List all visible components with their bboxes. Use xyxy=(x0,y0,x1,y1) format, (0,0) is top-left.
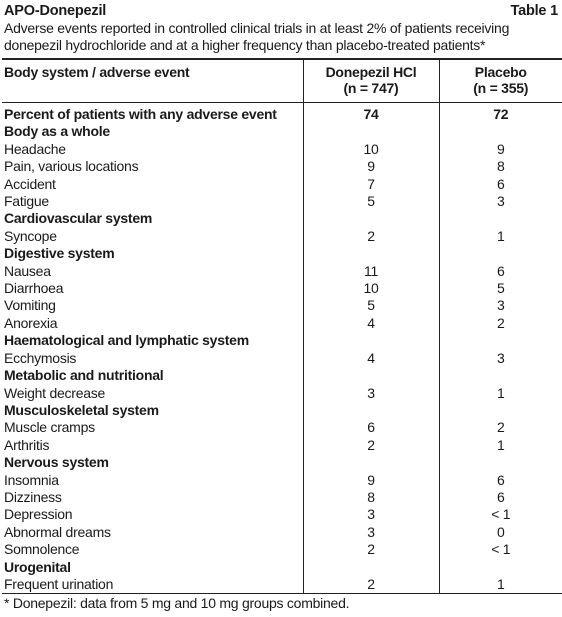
event-label: Insomnia xyxy=(4,471,59,488)
donepezil-value xyxy=(303,332,439,349)
column-header-body-system xyxy=(2,59,303,103)
donepezil-value: 9 xyxy=(303,158,439,175)
table-row xyxy=(2,158,562,175)
event-label: Anorexia xyxy=(4,314,58,331)
donepezil-value xyxy=(303,454,439,471)
event-label: Ecchymosis xyxy=(4,349,77,366)
table-row xyxy=(2,472,562,489)
table-row xyxy=(2,524,562,541)
donepezil-value: 5 xyxy=(303,297,439,314)
column-header-placebo-label: Placebo xyxy=(474,64,527,80)
donepezil-value: 4 xyxy=(303,350,439,367)
placebo-value xyxy=(439,210,562,227)
placebo-value: 3 xyxy=(439,350,562,367)
donepezil-value: 7 xyxy=(303,176,439,193)
placebo-value: 1 xyxy=(439,437,562,454)
column-header-donepezil-n: (n = 747) xyxy=(343,80,399,96)
placebo-value: 0 xyxy=(439,524,562,541)
table-row xyxy=(2,228,562,245)
donepezil-value: 2 xyxy=(303,437,439,454)
column-header-placebo xyxy=(439,59,562,103)
category-row xyxy=(2,402,562,419)
category-row xyxy=(2,367,562,384)
title-row xyxy=(4,3,558,21)
placebo-value: 72 xyxy=(439,103,562,124)
placebo-value xyxy=(439,332,562,349)
placebo-value: 3 xyxy=(439,193,562,210)
category-label: Nervous system xyxy=(4,454,109,471)
category-label: Musculoskeletal system xyxy=(4,401,159,418)
event-label: Vomiting xyxy=(4,297,56,314)
category-label: Metabolic and nutritional xyxy=(4,367,164,384)
event-label: Weight decrease xyxy=(4,384,106,401)
category-label: Urogenital xyxy=(4,558,71,575)
category-label: Body as a whole xyxy=(4,123,110,140)
column-header-donepezil-label: Donepezil HCl xyxy=(325,64,417,80)
placebo-value: 9 xyxy=(439,141,562,158)
table-row xyxy=(2,350,562,367)
table-row xyxy=(2,176,562,193)
placebo-value: 3 xyxy=(439,297,562,314)
event-label: Abnormal dreams xyxy=(4,523,111,540)
category-row xyxy=(2,210,562,227)
placebo-value: 6 xyxy=(439,263,562,280)
event-label: Nausea xyxy=(4,262,51,279)
placebo-value: < 1 xyxy=(439,541,562,558)
event-label: Percent of patients with any adverse event xyxy=(4,106,277,122)
event-label: Syncope xyxy=(4,227,57,244)
table-body xyxy=(2,103,562,594)
category-row xyxy=(2,245,562,262)
category-row xyxy=(2,123,562,140)
placebo-value xyxy=(439,123,562,140)
donepezil-value: 4 xyxy=(303,315,439,332)
placebo-value: 6 xyxy=(439,176,562,193)
event-label: Diarrhoea xyxy=(4,280,64,297)
table-row xyxy=(2,576,562,594)
donepezil-value xyxy=(303,245,439,262)
event-label: Muscle cramps xyxy=(4,419,95,436)
placebo-value: 1 xyxy=(439,385,562,402)
table-row xyxy=(2,297,562,314)
placebo-value: 5 xyxy=(439,280,562,297)
category-label: Cardiovascular system xyxy=(4,210,153,227)
donepezil-value: 3 xyxy=(303,385,439,402)
table-caption: Adverse events reported in controlled clinical trials in at least 2% of patients receiving donepezil hydrochloride and at a higher frequency than placebo-treated patients* xyxy=(4,20,510,53)
adverse-events-table xyxy=(2,58,562,594)
table-row xyxy=(2,141,562,158)
category-label: Haematological and lymphatic system xyxy=(4,332,249,349)
table-row xyxy=(2,280,562,297)
column-header-body-system-label: Body system / adverse event xyxy=(4,64,190,80)
table-row xyxy=(2,419,562,436)
placebo-value xyxy=(439,454,562,471)
category-label: Digestive system xyxy=(4,245,115,262)
category-row xyxy=(2,332,562,349)
donepezil-value: 2 xyxy=(303,228,439,245)
donepezil-value xyxy=(303,402,439,419)
table-row xyxy=(2,437,562,454)
placebo-value xyxy=(439,367,562,384)
donepezil-value: 9 xyxy=(303,472,439,489)
table-footnote: * Donepezil: data from 5 mg and 10 mg groups combined. xyxy=(4,595,350,611)
table-row xyxy=(2,315,562,332)
donepezil-value: 3 xyxy=(303,506,439,523)
placebo-value xyxy=(439,402,562,419)
event-label: Pain, various locations xyxy=(4,158,139,175)
table-header-row xyxy=(2,59,562,103)
donepezil-value: 8 xyxy=(303,489,439,506)
document-title: APO-Donepezil xyxy=(4,3,107,19)
donepezil-value xyxy=(303,210,439,227)
placebo-value: 1 xyxy=(439,228,562,245)
placebo-value xyxy=(439,245,562,262)
placebo-value: 6 xyxy=(439,472,562,489)
table-number: Table 1 xyxy=(510,3,558,19)
event-label: Somnolence xyxy=(4,541,80,558)
placebo-value: 1 xyxy=(439,576,562,594)
donepezil-value: 2 xyxy=(303,541,439,558)
donepezil-value: 5 xyxy=(303,193,439,210)
event-label: Dizziness xyxy=(4,488,62,505)
event-label: Fatigue xyxy=(4,193,49,210)
donepezil-value xyxy=(303,367,439,384)
table-row xyxy=(2,506,562,523)
event-label: Headache xyxy=(4,140,66,157)
event-label: Depression xyxy=(4,506,73,523)
table-row xyxy=(2,541,562,558)
category-row xyxy=(2,559,562,576)
donepezil-value: 10 xyxy=(303,141,439,158)
placebo-value: 2 xyxy=(439,315,562,332)
placebo-value: 6 xyxy=(439,489,562,506)
donepezil-value xyxy=(303,559,439,576)
event-label: Accident xyxy=(4,175,56,192)
table-row xyxy=(2,193,562,210)
table-row xyxy=(2,263,562,280)
table-row xyxy=(2,385,562,402)
donepezil-value: 3 xyxy=(303,524,439,541)
event-label: Arthritis xyxy=(4,436,50,453)
table-row xyxy=(2,489,562,506)
total-row xyxy=(2,103,562,124)
placebo-value: 2 xyxy=(439,419,562,436)
donepezil-value: 10 xyxy=(303,280,439,297)
event-label: Frequent urination xyxy=(2,576,303,594)
donepezil-value: 74 xyxy=(303,103,439,124)
column-header-placebo-n: (n = 355) xyxy=(473,80,529,96)
donepezil-value xyxy=(303,123,439,140)
donepezil-value: 6 xyxy=(303,419,439,436)
placebo-value: 8 xyxy=(439,158,562,175)
placebo-value xyxy=(439,559,562,576)
donepezil-value: 11 xyxy=(303,263,439,280)
category-row xyxy=(2,454,562,471)
donepezil-value: 2 xyxy=(303,576,439,594)
placebo-value: < 1 xyxy=(439,506,562,523)
column-header-donepezil xyxy=(303,59,439,103)
